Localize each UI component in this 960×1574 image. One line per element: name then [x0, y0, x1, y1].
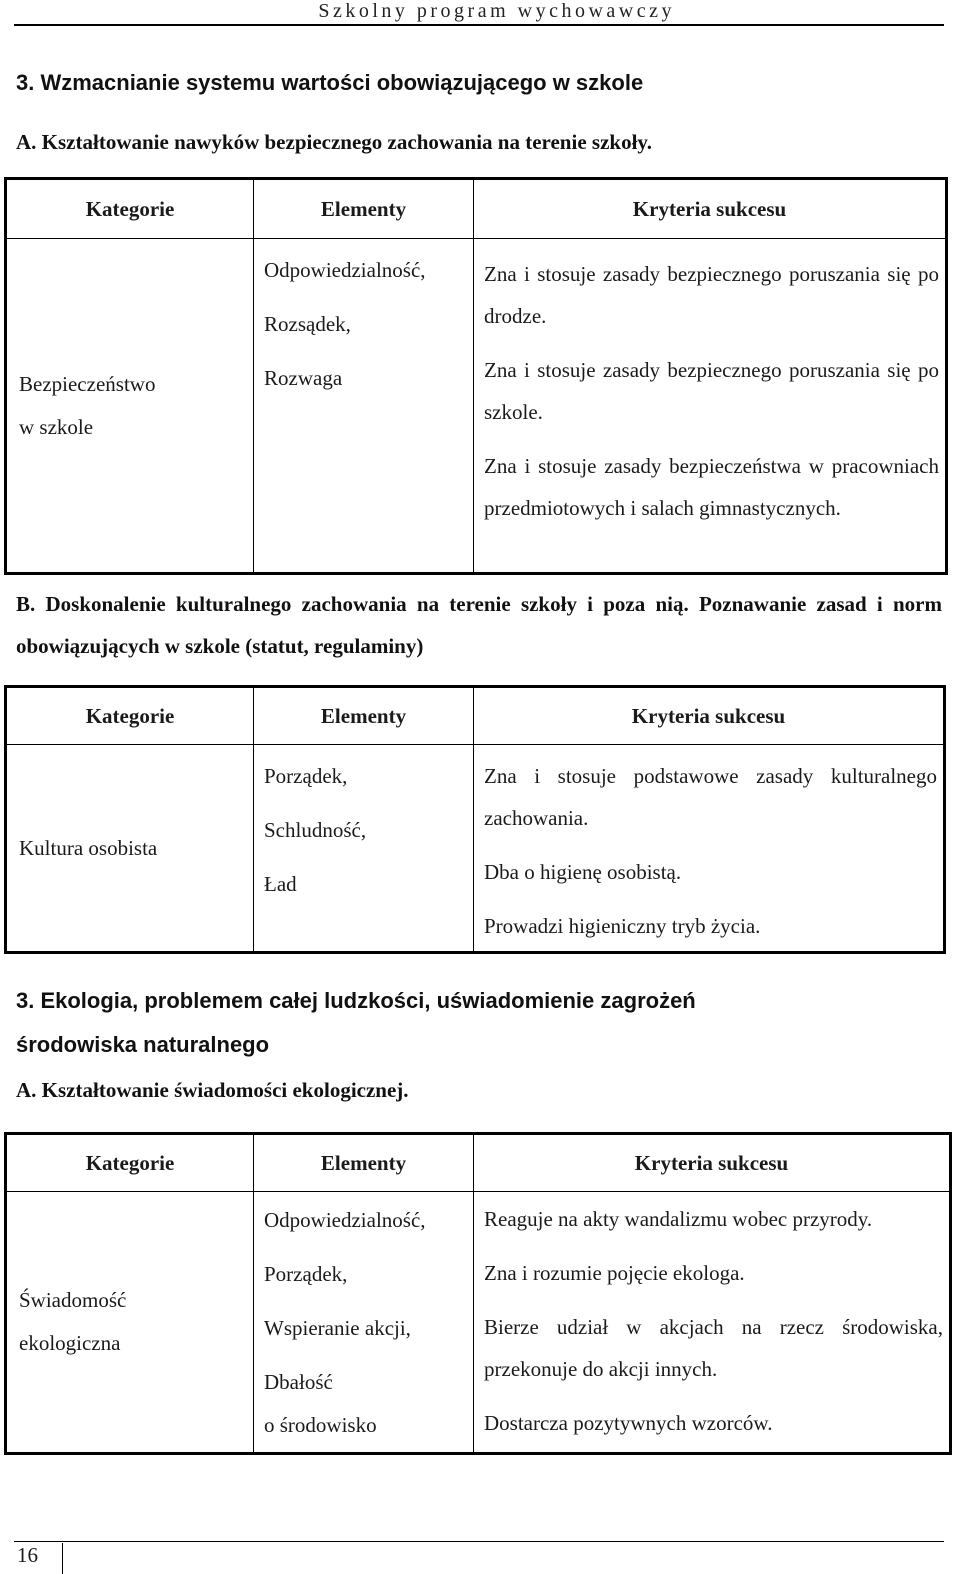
section-heading-ecology: 3. Ekologia, problemem całej ludzkości, uświadomienie zagrożeń środowiska naturalnego — [16, 988, 696, 1057]
criteria-item: Zna i stosuje zasady bezpiecznego poruszania się po szkole. — [484, 358, 939, 424]
element-item: Wspieranie akcji, — [264, 1316, 411, 1340]
header-rule — [14, 24, 944, 26]
category-line: w szkole — [19, 414, 94, 439]
footer-rule — [14, 1541, 944, 1542]
element-item: Ład — [264, 872, 297, 896]
category-line: Bezpieczeństwo — [19, 371, 156, 396]
criteria-item: Dostarcza pozytywnych wzorców. — [484, 1411, 773, 1435]
category-line: Świadomość — [19, 1288, 127, 1312]
criteria-item: Zna i stosuje zasady bezpiecznego poruszania się po drodze. — [484, 262, 939, 328]
running-header: Szkolny program wychowawczy — [318, 0, 675, 22]
criteria-item: Zna i stosuje podstawowe zasady kulturalnego zachowania. — [484, 764, 937, 830]
category-cell — [6, 239, 254, 574]
elements-cell — [254, 239, 474, 574]
element-item: Porządek, — [264, 1262, 348, 1286]
element-item: Dbałość — [264, 1370, 333, 1394]
criteria-cell — [474, 239, 947, 574]
element-item: Schludność, — [264, 818, 367, 842]
column-header-criteria: Kryteria sukcesu — [474, 179, 947, 239]
column-header-categories: Kategorie — [6, 687, 254, 745]
criteria-item: Reaguje na akty wandalizmu wobec przyrody. — [484, 1207, 873, 1231]
criteria-cell — [474, 1192, 951, 1454]
page-number: 16 — [17, 1543, 38, 1567]
category-cell — [6, 1192, 254, 1454]
column-header-categories: Kategorie — [6, 179, 254, 239]
table-culture — [4, 685, 946, 954]
table-safety — [4, 177, 948, 575]
element-item: Porządek, — [264, 764, 348, 788]
category-line: ekologiczna — [19, 1331, 121, 1355]
element-item: Odpowiedzialność, — [264, 1208, 426, 1232]
element-item: Rozwaga — [264, 366, 343, 390]
category-cell: Kultura osobista — [6, 745, 254, 953]
section-heading-values: 3. Wzmacnianie systemu wartości obowiązującego w szkole — [16, 70, 644, 95]
element-item: Odpowiedzialność, — [264, 258, 426, 282]
element-item: Rozsądek, — [264, 312, 351, 336]
element-item: o środowisko — [264, 1413, 377, 1437]
column-header-elements: Elementy — [254, 179, 474, 239]
column-header-elements: Elementy — [254, 1134, 474, 1192]
table-ecology — [4, 1132, 952, 1455]
criteria-item: Bierze udział w akcjach na rzecz środowiska, przekonuje do akcji innych. — [484, 1315, 943, 1381]
criteria-item: Dba o higienę osobistą. — [484, 860, 682, 884]
criteria-item: Zna i rozumie pojęcie ekologa. — [484, 1261, 745, 1285]
subsection-heading-safety: A. Kształtowanie nawyków bezpiecznego zachowania na terenie szkoły. — [16, 130, 652, 154]
column-header-elements: Elementy — [254, 687, 474, 745]
elements-cell — [254, 1192, 474, 1454]
subsection-heading-culture: B. Doskonalenie kulturalnego zachowania na terenie szkoły i poza nią. Poznawanie zasad i norm obowiązujących w szkole (statut, regulaminy) — [16, 592, 942, 658]
column-header-criteria: Kryteria sukcesu — [474, 687, 945, 745]
criteria-cell — [474, 745, 945, 953]
criteria-item: Zna i stosuje zasady bezpieczeństwa w pracowniach przedmiotowych i salach gimnastycznych. — [484, 454, 939, 520]
footer-separator — [62, 1543, 63, 1574]
column-header-categories: Kategorie — [6, 1134, 254, 1192]
column-header-criteria: Kryteria sukcesu — [474, 1134, 951, 1192]
subsection-heading-ecology: A. Kształtowanie świadomości ekologicznej. — [16, 1078, 409, 1102]
elements-cell — [254, 745, 474, 953]
criteria-item: Prowadzi higieniczny tryb życia. — [484, 914, 761, 938]
